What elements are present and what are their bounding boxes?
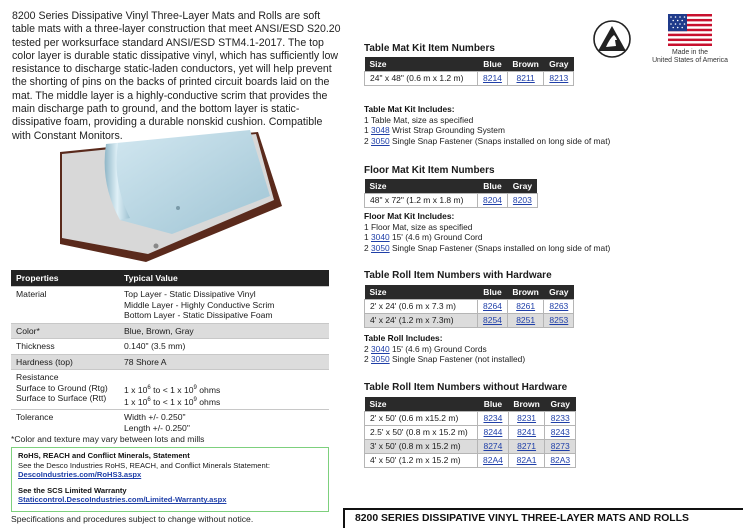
item-link-8264[interactable]: 8264 — [483, 301, 502, 311]
series-banner: 8200 SERIES DISSIPATIVE VINYL THREE-LAYER MATS AND ROLLS — [343, 508, 743, 528]
list-item: 1 Table Mat, size as specified — [364, 114, 474, 125]
list-item: 1 Floor Mat, size as specified — [364, 221, 473, 232]
size-header: Size — [365, 397, 478, 411]
property-value — [119, 370, 329, 410]
warranty-link[interactable]: Staticcontrol.DescoIndustries.com/Limited-Warranty.aspx — [18, 495, 227, 505]
item-link-8271[interactable]: 8271 — [517, 441, 537, 451]
list-item: 2 3040 15' (4.6 m) Ground Cords — [364, 343, 487, 354]
floor-mat-kit-table — [364, 179, 538, 208]
item-link-8231[interactable]: 8231 — [517, 413, 537, 423]
brown-header: Brown — [507, 285, 543, 299]
size-cell: 48" x 72" (1.2 m x 1.8 m) — [365, 193, 478, 207]
list-item: 2 3050 Single Snap Fastener (Snaps installed on long side of mat) — [364, 242, 611, 253]
property-value: Top Layer - Static Dissipative Vinyl Middle Layer - Highly Conductive Scrim Bottom Layer - Static Dissipative Foam — [119, 287, 329, 324]
compliance-box — [11, 447, 329, 512]
intro-paragraph: 8200 Series Dissipative Vinyl Three-Layer Mats and Rolls are soft table mats with a three-layer construction that meet ANSI/ESD S20.20 tested per worksurface standard ANSI/ESD STM4.1-2017. The top color layer is durable static dissipative vinyl, which has sufficiently low resistance to discharge static-laden conductors, yet will help prevent the shorting of pins on the backs of printed circuit boards laid on the mat. The middle layer is a highly-conductive scrim that provides the main discharge path to ground, and the bottom layer is static-dissipative foam, providing a durable nonskid cushion. Compatible with Constant Monitors. — [12, 10, 341, 142]
resistance-rtt-value: 1 x $10^6$ to < 1 x $10^9$ ohms — [124, 396, 221, 407]
table-row — [365, 313, 574, 327]
list-item: 2 3050 Single Snap Fastener (Snaps installed on long side of mat) — [364, 135, 611, 146]
item-link-8233[interactable]: 8233 — [550, 413, 570, 423]
item-link-8213[interactable]: 8213 — [549, 73, 569, 83]
part-link-3040[interactable]: 3040 — [371, 343, 390, 354]
property-row-resistance — [11, 370, 329, 410]
esd-symbol-icon — [590, 20, 634, 58]
size-cell: 24" x 48" (0.6 m x 1.2 m) — [365, 71, 478, 85]
list-item: 1 3040 15' (4.6 m) Ground Cord — [364, 232, 483, 242]
size-cell: 2.5' x 50' (0.8 m x 15.2 m) — [365, 425, 478, 439]
item-link-8253[interactable]: 8253 — [549, 315, 569, 325]
item-link-8244[interactable]: 8244 — [483, 427, 503, 437]
property-row — [11, 410, 329, 436]
size-cell: 2' x 24' (0.6 m x 7.3 m) — [365, 299, 478, 313]
size-cell: 3' x 50' (0.8 m x 15.2 m) — [365, 439, 478, 453]
size-cell: 2' x 50' (0.6 m x15.2 m) — [365, 411, 478, 425]
floor-mat-kit-title: Floor Mat Kit Item Numbers — [364, 165, 495, 176]
rohs-text: See the Desco Industries RoHS, REACH, and Conflict Minerals Statement: — [18, 460, 270, 470]
part-link-3050[interactable]: 3050 — [371, 354, 390, 364]
list-item: 2 3050 Single Snap Fastener (not installed) — [364, 354, 526, 364]
table-row — [365, 411, 576, 425]
item-link-8214[interactable]: 8214 — [483, 73, 502, 83]
table-row — [365, 439, 576, 453]
item-link-82a3[interactable]: 82A3 — [550, 455, 571, 465]
table-row — [365, 193, 538, 207]
table-row — [365, 453, 576, 467]
table-row — [365, 425, 576, 439]
item-link-8211[interactable]: 8211 — [516, 73, 535, 83]
item-link-8274[interactable]: 8274 — [483, 441, 503, 451]
brown-header: Brown — [508, 397, 544, 411]
item-link-8263[interactable]: 8263 — [549, 301, 569, 311]
table-mat-kit-table — [364, 57, 574, 86]
blue-header: Blue — [478, 57, 508, 71]
resistance-rtg-value: 1 x $10^6$ to < 1 x $10^9$ ohms — [124, 384, 221, 395]
property-label: Hardness (top) — [11, 354, 119, 370]
part-link-3050[interactable]: 3050 — [371, 135, 390, 146]
table-row — [365, 71, 574, 85]
gray-header: Gray — [507, 179, 537, 193]
roll-without-hardware-title: Table Roll Item Numbers without Hardware — [364, 382, 568, 393]
properties-table — [11, 270, 329, 435]
size-header: Size — [365, 179, 478, 193]
size-header: Size — [365, 285, 478, 299]
blue-header: Blue — [478, 397, 509, 411]
roll-with-hardware-title: Table Roll Item Numbers with Hardware — [364, 270, 552, 281]
item-link-8234[interactable]: 8234 — [483, 413, 503, 423]
typical-value-header: Typical Value — [119, 270, 329, 287]
roll-includes: Table Roll Includes: 2 3040 15' (4.6 m) Ground Cords 2 3050 Single Snap Fastener (not installed) — [364, 333, 526, 364]
property-row — [11, 323, 329, 339]
table-mat-kit-includes: Table Mat Kit Includes: 1 Table Mat, size as specified 1 3048 Wrist Strap Grounding System 2 3050 Single Snap Fastener (Snaps installed on long side of mat) — [364, 104, 611, 146]
gray-header: Gray — [544, 285, 574, 299]
floor-mat-kit-includes: Floor Mat Kit Includes: 1 Floor Mat, size as specified 1 3040 15' (4.6 m) Ground Cord 2 3050 Single Snap Fastener (Snaps installed on long side of mat) — [364, 211, 611, 253]
item-link-8203[interactable]: 8203 — [512, 195, 532, 205]
property-value: 78 Shore A — [119, 354, 329, 370]
property-row — [11, 354, 329, 370]
us-flag-icon — [668, 14, 712, 46]
color-variation-note: *Color and texture may vary between lots and mills — [11, 434, 205, 444]
table-mat-kit-title: Table Mat Kit Item Numbers — [364, 43, 495, 54]
gray-header: Gray — [545, 397, 576, 411]
brown-header: Brown — [507, 57, 543, 71]
property-label: Color* — [11, 323, 119, 339]
item-link-8251[interactable]: 8251 — [516, 315, 536, 325]
property-label: Resistance Surface to Ground (Rtg) Surface to Surface (Rtt) — [11, 370, 119, 410]
part-link-3050[interactable]: 3050 — [371, 242, 390, 253]
rohs-title: RoHS, REACH and Conflict Minerals, Statement — [18, 451, 190, 460]
list-item: 1 3048 Wrist Strap Grounding System — [364, 125, 505, 135]
property-value: Blue, Brown, Gray — [119, 323, 329, 339]
made-in-usa-label: Made in the United States of America — [652, 49, 728, 65]
table-row — [365, 299, 574, 313]
rohs-link[interactable]: DescoIndustries.com/RoHS3.aspx — [18, 470, 142, 480]
item-link-8243[interactable]: 8243 — [550, 427, 570, 437]
roll-with-hardware-table — [364, 285, 574, 328]
item-link-8204[interactable]: 8204 — [483, 195, 502, 205]
property-label: Thickness — [11, 339, 119, 355]
item-link-8241[interactable]: 8241 — [517, 427, 537, 437]
blue-header: Blue — [478, 179, 508, 193]
blue-header: Blue — [478, 285, 508, 299]
gray-header: Gray — [544, 57, 574, 71]
size-cell: 4' x 50' (1.2 m x 15.2 m) — [365, 453, 478, 467]
item-link-8254[interactable]: 8254 — [483, 315, 502, 325]
property-row — [11, 287, 329, 324]
size-cell: 4' x 24' (1.2 m x 7.3m) — [365, 313, 478, 327]
property-label: Tolerance — [11, 410, 119, 436]
item-link-82a4[interactable]: 82A4 — [483, 455, 503, 465]
part-link-3040[interactable]: 3040 — [371, 232, 390, 242]
item-link-8261[interactable]: 8261 — [516, 301, 536, 311]
part-link-3048[interactable]: 3048 — [371, 125, 390, 135]
property-value: Width +/- 0.250" Length +/- 0.250" — [119, 410, 329, 436]
specifications-footnote: Specifications and procedures subject to change without notice. — [11, 514, 254, 524]
properties-header: Properties — [11, 270, 119, 287]
warranty-title: See the SCS Limited Warranty — [18, 485, 127, 495]
item-link-8273[interactable]: 8273 — [550, 441, 570, 451]
roll-without-hardware-table — [364, 397, 576, 468]
mat-product-photo — [60, 124, 282, 262]
size-header: Size — [365, 57, 478, 71]
property-row — [11, 339, 329, 355]
property-label: Material — [11, 287, 119, 324]
item-link-82a1[interactable]: 82A1 — [516, 455, 537, 465]
property-value: 0.140" (3.5 mm) — [119, 339, 329, 355]
